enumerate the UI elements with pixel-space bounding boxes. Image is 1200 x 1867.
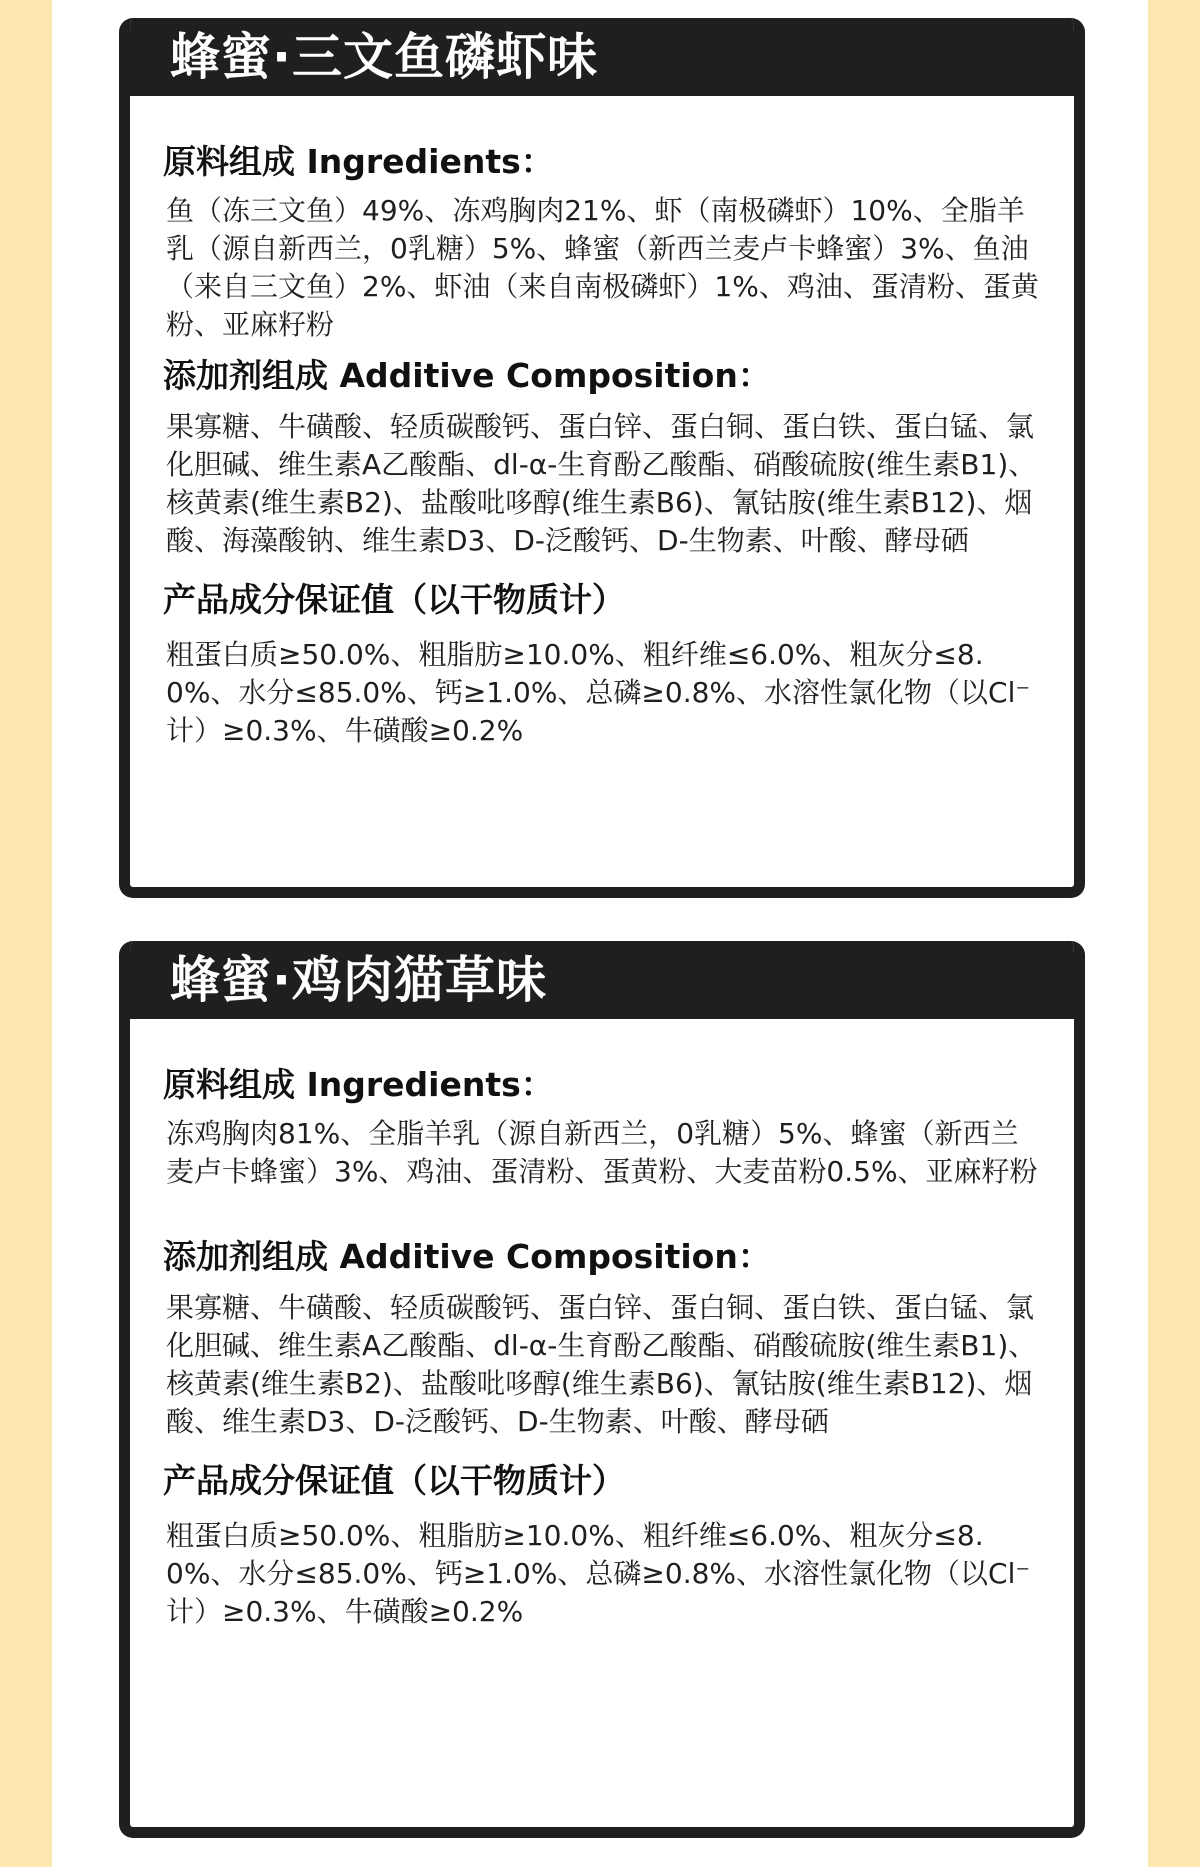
card-body (130, 140, 1074, 750)
right-side-strip (1148, 0, 1200, 1867)
additive-heading: 添加剂组成 Additive Composition： (163, 356, 771, 395)
guarantee-text: 粗蛋白质≥50.0%、粗脂肪≥10.0%、粗纤维≤6.0%、粗灰分≤8.0%、水分≤85.0%、钙≥1.0%、总磷≥0.8%、水溶性氯化物（以Cl⁻计）≥0.3%、牛磺酸≥0.2% (166, 1519, 1031, 1628)
card-title: 蜂蜜·鸡肉猫草味 (130, 941, 1074, 1019)
card-title: 蜂蜜·三文鱼磷虾味 (130, 18, 1074, 96)
ingredients-heading: 原料组成 Ingredients： (163, 142, 554, 181)
ingredients-heading: 原料组成 Ingredients： (163, 1065, 554, 1104)
additive-heading: 添加剂组成 Additive Composition： (163, 1237, 771, 1276)
ingredients-text: 鱼（冻三文鱼）49%、冻鸡胸肉21%、虾（南极磷虾）10%、全脂羊乳（源自新西兰，0乳糖）5%、蜂蜜（新西兰麦卢卡蜂蜜）3%、鱼油（来自三文鱼）2%、虾油（来自南极磷虾）1%、鸡油、蛋清粉、蛋黄粉、亚麻籽粉 (166, 194, 1039, 341)
left-side-strip (0, 0, 52, 1867)
ingredients-text: 冻鸡胸肉81%、全脂羊乳（源自新西兰，0乳糖）5%、蜂蜜（新西兰麦卢卡蜂蜜）3%、鸡油、蛋清粉、蛋黄粉、大麦苗粉0.5%、亚麻籽粉 (166, 1117, 1038, 1188)
additive-text: 果寡糖、牛磺酸、轻质碳酸钙、蛋白锌、蛋白铜、蛋白铁、蛋白锰、氯化胆碱、维生素A乙酸酯、dl-α-生育酚乙酸酯、硝酸硫胺(维生素B1)、核黄素(维生素B2)、盐酸吡哆醇(维生素B6)、氰钴胺(维生素B12)、烟酸、维生素D3、D-泛酸钙、D-生物素、叶酸、酵母硒 (166, 1291, 1037, 1438)
additive-text: 果寡糖、牛磺酸、轻质碳酸钙、蛋白锌、蛋白铜、蛋白铁、蛋白锰、氯化胆碱、维生素A乙酸酯、dl-α-生育酚乙酸酯、硝酸硫胺(维生素B1)、核黄素(维生素B2)、盐酸吡哆醇(维生素B6)、氰钴胺(维生素B12)、烟酸、海藻酸钠、维生素D3、D-泛酸钙、D-生物素、叶酸、酵母硒 (166, 410, 1037, 557)
guarantee-text: 粗蛋白质≥50.0%、粗脂肪≥10.0%、粗纤维≤6.0%、粗灰分≤8.0%、水分≤85.0%、钙≥1.0%、总磷≥0.8%、水溶性氯化物（以Cl⁻计）≥0.3%、牛磺酸≥0.2% (166, 638, 1031, 747)
chicken-catnip-flavor-card (119, 941, 1085, 1838)
guarantee-heading: 产品成分保证值（以干物质计） (163, 580, 625, 619)
card-body (130, 1063, 1074, 1631)
salmon-krill-flavor-card (119, 18, 1085, 898)
guarantee-heading: 产品成分保证值（以干物质计） (163, 1461, 625, 1500)
